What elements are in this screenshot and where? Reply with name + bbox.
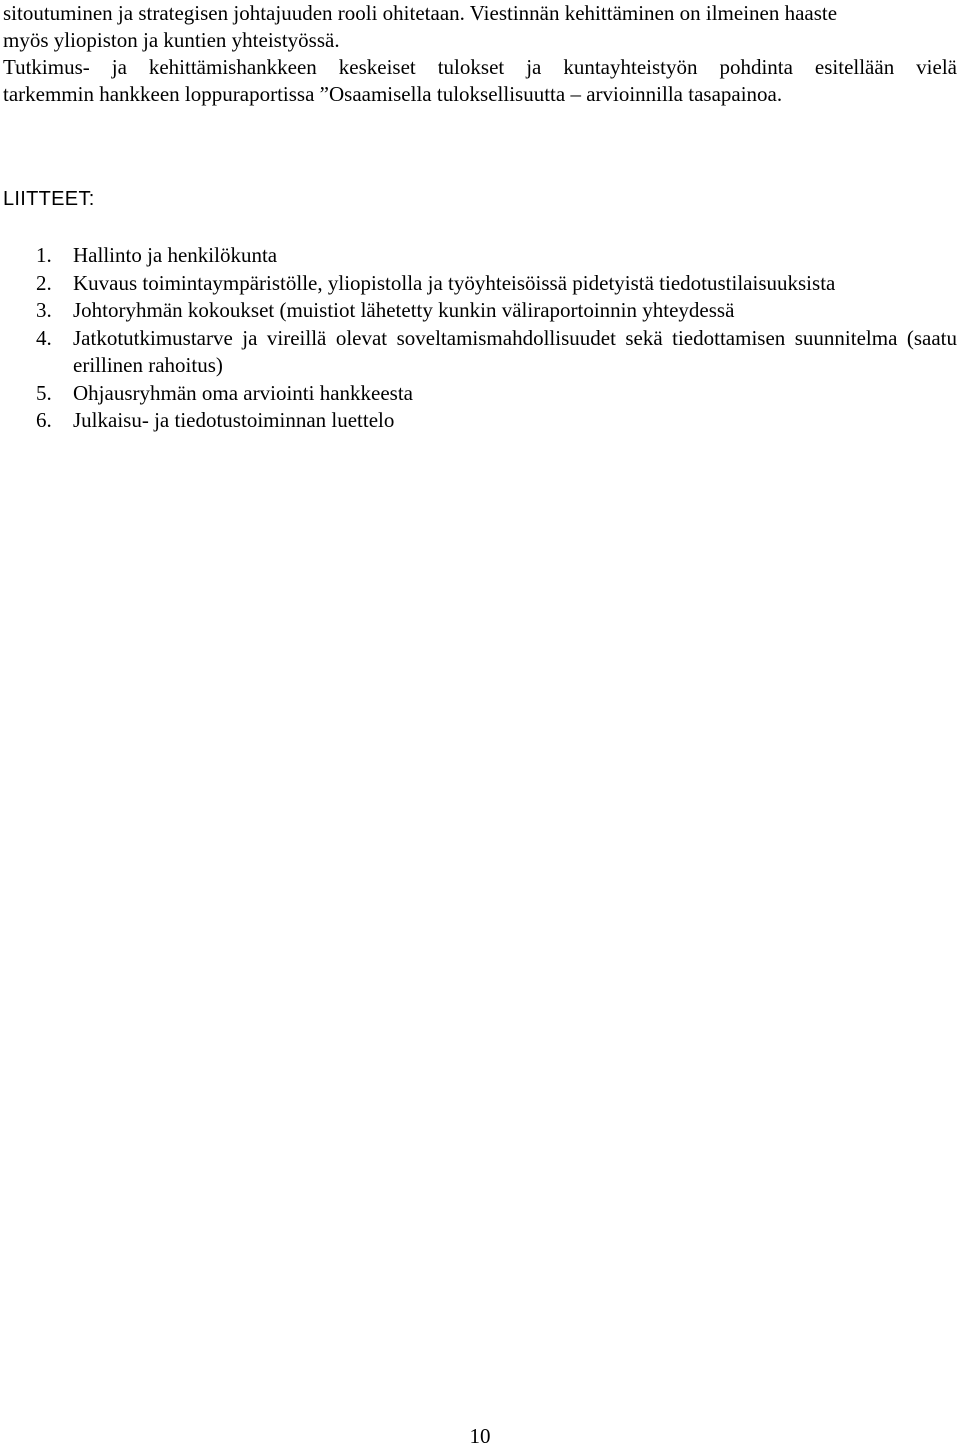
list-item-number: 3. — [36, 298, 52, 322]
attachments-heading: LIITTEET: — [3, 188, 95, 210]
list-item — [3, 297, 957, 325]
list-item — [3, 242, 957, 270]
list-item — [3, 270, 957, 298]
list-item-text: Ohjausryhmän oma arviointi hankkeesta — [73, 380, 413, 405]
paragraph-line: tarkemmin hankkeen loppuraportissa ”Osaamisella tuloksellisuutta – arvioinnilla tasapainoa. — [3, 82, 783, 106]
list-item-number: 2. — [36, 270, 52, 295]
list-item — [3, 380, 957, 408]
list-item — [3, 407, 957, 435]
paragraph-line: sitoutuminen ja strategisen johtajuuden rooli ohitetaan. Viestinnän kehittäminen on ilmeinen haaste — [3, 1, 838, 25]
paragraph-line: myös yliopiston ja kuntien yhteistyössä. — [3, 28, 340, 52]
list-item-number: 4. — [36, 325, 52, 350]
list-item-number: 6. — [36, 408, 52, 432]
attachments-list — [3, 242, 957, 435]
list-item-number: 5. — [36, 380, 52, 405]
list-item-text: Kuvaus toimintaympäristölle, yliopistolla ja työyhteisöissä pidetyistä tiedotustilaisuuksista — [73, 270, 836, 295]
list-item-text: Julkaisu- ja tiedotustoiminnan luettelo — [73, 408, 395, 432]
paragraph-line: Tutkimus- ja kehittämishankkeen keskeiset tulokset ja kuntayhteistyön pohdinta esitellään vielä — [3, 55, 957, 79]
page-number: 10 — [469, 1424, 491, 1448]
body-paragraph — [3, 0, 957, 108]
list-item-number: 1. — [36, 243, 52, 267]
list-item-text: Hallinto ja henkilökunta — [73, 243, 278, 267]
list-item-text: Johtoryhmän kokoukset (muistiot lähetetty kunkin väliraportoinnin yhteydessä — [73, 298, 735, 322]
list-item-text: Jatkotutkimustarve ja vireillä olevat soveltamismahdollisuudet sekä tiedottamisen suunnitelma (saatu erillinen rahoitus) — [73, 325, 957, 377]
list-item — [3, 325, 957, 380]
